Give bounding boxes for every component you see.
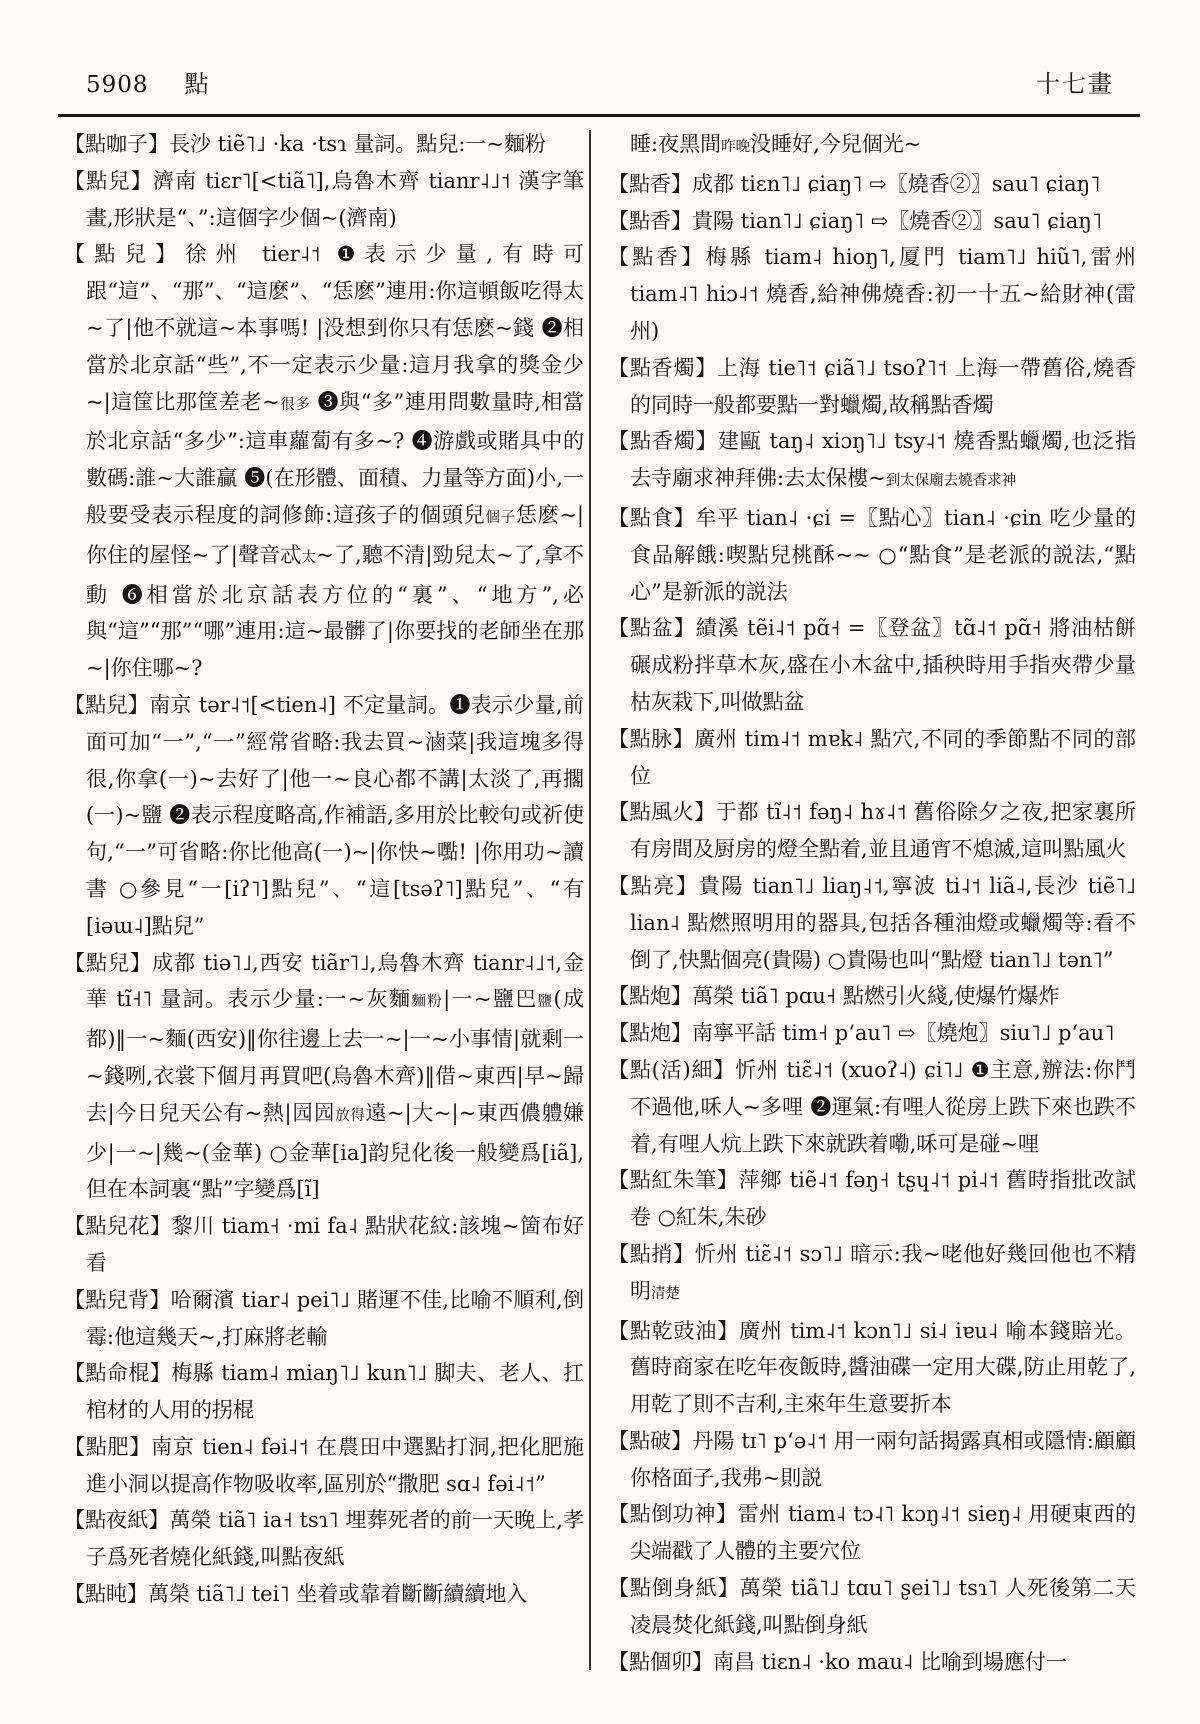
entry-headword: 【點命棍】 (64, 1361, 172, 1386)
gloss-small-text: 個子 (485, 509, 516, 526)
entry-headword: 【點炮】 (608, 984, 692, 1009)
entry-continuation (608, 126, 1136, 166)
entry-text: 没睡好,今兒個光~ (750, 132, 922, 156)
gloss-small-text: 很多 (279, 396, 311, 413)
entry-headword: 【點香燭】 (608, 355, 718, 380)
entry-text: 梅縣 tiam˨ hioŋ˥,厦門 tiam˥˩ hiũ˥,雷州 tiam˨˥ hiɔ˨˦ 燒香,給神佛燒香:初一十五~給財神(雷州) (630, 245, 1137, 343)
entry-text: 丹陽 tɪ˥ pʻə˨˦ 用一兩句話揭露真相或隱情:顧顧你格面子,我弗~則説 (630, 1428, 1137, 1490)
entry-text: 貴陽 tian˥˩ liaŋ˨˦,寧波 ti˨˦ liã˨,長沙 tiẽ˥˩ lian˨ 點燃照明用的器具,包括各種油燈或蠟燭等:看不倒了,快點個亮(貴陽) ○貴陽也叫“點燈 tian˥˩ tən˥” (630, 873, 1136, 972)
entry-text: 萍鄉 tiẽ˨˦ fəŋ˧ tʂɥ˨˦ pi˨˦ 舊時指批改試卷 ○紅朱,朱砂 (630, 1168, 1136, 1230)
guide-word: 點 (184, 70, 210, 98)
dictionary-entry (608, 423, 1136, 500)
entry-text: 濟南 tiɛr˥[<tiã˥],烏魯木齊 tianr˨˩˦ 漢字筆畫,形狀是“、”:這個字少個~(濟南) (86, 168, 585, 230)
entry-headword: 【點炮】 (608, 1021, 692, 1046)
entry-headword: 【點香】 (608, 171, 692, 196)
entry-text: 徐州 tier˨˦ ❶表示少量,有時可跟“這”、“那”、“這麽”、“恁麽”連用:你這頓飯吃得太~了|他不就這~本事嗎! |没想到你只有恁麽~錢 ❷相當於北京話“些”,不一定表示少量:這月我拿的獎金少~|這筐比那筐差老~ (86, 242, 584, 414)
entry-headword: 【點倒功神】 (608, 1502, 738, 1527)
dictionary-entry (64, 687, 584, 945)
entry-text: 睡:夜黑間 (630, 132, 722, 156)
dictionary-entry (608, 1015, 1136, 1052)
entry-text: 萬榮 tiã˥ pɑu˧ 點燃引火綫,使爆竹爆炸 (692, 984, 1060, 1009)
dictionary-entry (608, 610, 1136, 720)
stroke-section: 十七畫 (1036, 70, 1114, 98)
entry-text: 遠~|大~|~東西儂軆嫌少|一~|幾~(金華) ○金華[ia]韵兒化後一般變爲[iã],但在本詞裏“點”字變爲[ĩ] (86, 1100, 585, 1202)
gloss-small-text: 放得 (335, 1107, 366, 1124)
entry-headword: 【點盹】 (64, 1582, 148, 1607)
dictionary-entry (608, 166, 1136, 203)
entry-text: 牟平 tian˨ ·ɕi =〖點心〗tian˨ ·ɕin 吃少量的食品解餓:喫點兒桃酥~~ ○“點食”是老派的説法,“點心”是新派的説法 (630, 505, 1136, 604)
dictionary-entry (608, 500, 1136, 610)
dictionary-entry (608, 794, 1136, 868)
dictionary-entry (608, 350, 1136, 424)
entry-headword: 【點兒】 (64, 950, 152, 975)
entry-text: 南寧平話 tim˧ pʻau˥ ⇨〖燒炮〗siu˥˩ pʻau˥ (692, 1021, 1115, 1046)
entry-text: 萬榮 tiã˥˩ tei˥ 坐着或靠着斷斷續續地入 (148, 1582, 528, 1607)
entry-headword: 【點咖子】 (64, 132, 169, 156)
entry-headword: 【點兒】 (64, 242, 186, 267)
gloss-small-text: 昨晚 (721, 139, 751, 155)
entry-headword: 【點破】 (608, 1428, 693, 1453)
entry-text: 忻州 tiɛ̃˨˦ (xuoʔ˨) ɕi˥˩ ❶主意,辦法:你鬥不過他,咊人~多哩 ❷運氣:有哩人從房上跌下來也跌不着,有哩人炕上跌下來就跌着嘞,咊可是碰~哩 (630, 1057, 1136, 1156)
entry-text: 成都 tiə˥˩,西安 tiãr˥˩,烏魯木齊 tianr˨˩˦,金華 tĩ˧˥ 量詞。表示少量:一~灰麵 (86, 950, 584, 1012)
dictionary-entry (64, 1282, 584, 1356)
entry-text: 于都 tĩ˨˦ fəŋ˨ hɤ˨˦ 舊俗除夕之夜,把家裏所有房間及厨房的燈全點着,並且通宵不熄滅,這叫點風火 (630, 800, 1137, 862)
dictionary-entry (608, 1644, 1136, 1681)
dictionary-entry (608, 1423, 1136, 1497)
entry-headword: 【點兒背】 (64, 1287, 171, 1312)
entry-headword: 【點香】 (608, 208, 692, 233)
entry-headword: 【點脉】 (608, 726, 695, 751)
entry-text: 成都 tiɛn˥˩ ɕiaŋ˥ ⇨〖燒香②〗sau˥ ɕiaŋ˥ (692, 171, 1101, 196)
column-divider (589, 130, 591, 1670)
entry-headword: 【點(活)細】 (608, 1057, 736, 1082)
entry-text: (成都)‖一~麵(西安)‖你往邊上去一~|一~小事情|就剩一~錢咧,衣裳下個月再買吧(烏魯木齊)‖借~東西|早~歸去|今日兒天公有~熱|囥囥 (86, 987, 585, 1125)
dictionary-entry (608, 868, 1136, 978)
entry-text: 上海 tie˥˦ ɕiã˥˩ tsoʔ˥˦ 上海一帶舊俗,燒香的同時一般都要點一對蠟燭,故稱點香燭 (630, 355, 1136, 417)
entry-headword: 【點捎】 (608, 1241, 695, 1266)
entry-text: 忻州 tiɛ̃˨˦ sɔ˥˩ 暗示:我~咾他好幾回他也不精明 (630, 1241, 1136, 1303)
entry-text: 梅縣 tiam˨ miaŋ˥˩ kun˥˩ 脚夫、老人、扛棺材的人用的拐棍 (86, 1361, 584, 1423)
dictionary-entry (64, 1576, 584, 1613)
dictionary-entry (64, 126, 584, 163)
dictionary-entry (64, 1429, 584, 1503)
dictionary-entry (64, 1355, 584, 1429)
entry-headword: 【點兒花】 (64, 1214, 172, 1239)
page-header (86, 64, 1114, 99)
entry-headword: 【點夜紙】 (64, 1508, 170, 1533)
dictionary-entry (608, 721, 1136, 795)
gloss-small-text: 鹽 (537, 994, 554, 1011)
entry-text: |一~鹽巴 (443, 987, 538, 1012)
entry-headword: 【點盆】 (608, 616, 696, 641)
dictionary-entry (608, 1570, 1136, 1644)
entry-text: 南京 tər˨˦[<tien˨] 不定量詞。❶表示少量,前面可加“一”,“一”經常省略:我去買~滷菜|我這塊多得很,你拿(一)~去好了|他一~良心都不講|太淡了,再擱(一)~鹽 ❷表示程度略高,作補語,多用於比較句或祈使句,“一”可省略:你比他高(一)~|你快~嚸! |你用功~讀書 ○參見“一[iʔ˥]點兒”、“這[tsəʔ˥]點兒”、“有[iəɯ˨]點兒” (86, 692, 585, 938)
gloss-small-text: 麵粉 (411, 994, 444, 1011)
gloss-small-text: 到太保廟去燒香求神 (885, 473, 1017, 490)
entry-text: 績溪 tẽi˨˦ pɑ̃˧ =〖登盆〗tɑ̃˨˦ pɑ̃˧ 將油枯餅碾成粉拌草木灰,盛在小木盆中,插秧時用手指夾帶少量枯灰栽下,叫做點盆 (630, 616, 1136, 714)
entry-headword: 【點肥】 (64, 1434, 152, 1459)
dictionary-entry (608, 1496, 1136, 1570)
entry-text: 萬榮 tiã˥˩ tɑu˥ ʂei˥˩ tsɿ˥ 人死後第二天凌晨焚化紙錢,叫點倒身紙 (630, 1576, 1136, 1637)
entry-text: ❸與“多”連用問數量時,相當於北京話“多少”:這車蘿蔔有多~? ❹游戲或賭具中的數碼:誰~大誰贏 ❺(在形體、面積、力量等方面)小,一般要受表示程度的詞修飾:這孩子的個頭兒 (86, 389, 584, 527)
entry-headword: 【點倒身紙】 (608, 1576, 740, 1601)
entry-headword: 【點香】 (608, 245, 706, 270)
entry-text: 雷州 tiam˨ tɔ˨˥ kɔŋ˨˦ sieŋ˨ 用硬東西的尖端戳了人體的主要穴位 (630, 1502, 1137, 1564)
entry-text: 恁麽~|你住的屋怪~了|聲音忒 (86, 502, 584, 567)
dictionary-entry (608, 978, 1136, 1015)
left-column (64, 126, 584, 1613)
entry-headword: 【點風火】 (608, 800, 716, 825)
entry-text: 建甌 taŋ˨ xiɔŋ˥˩ tsy˨˦ 燒香點蠟燭,也泛指去寺廟求神拜佛:去太保樓~ (630, 429, 1137, 491)
gloss-small-text: 太 (301, 549, 317, 566)
right-column (608, 126, 1136, 1680)
entry-text: 長沙 tiẽ˥˩ ·ka ·tsɿ 量詞。點兒:一~麵粉 (169, 132, 546, 156)
entry-text: 廣州 tim˨˦ mɐk˨ 點穴,不同的季節點不同的部位 (630, 726, 1137, 788)
entry-text: 廣州 tim˨˦ kɔn˥˩ si˨ iɐu˨ 喻本錢賠光。舊時商家在吃年夜飯時,醬油碟一定用大碟,防止用乾了,用乾了則不吉利,主來年生意要折本 (630, 1318, 1136, 1417)
entry-headword: 【點兒】 (64, 692, 150, 717)
entry-headword: 【點香燭】 (608, 429, 718, 454)
dictionary-entry (608, 239, 1136, 349)
entry-text: 黎川 tiam˧ ·mi fa˨ 點狀花紋:該塊~箇布好看 (86, 1214, 584, 1275)
entry-headword: 【點紅朱筆】 (608, 1168, 739, 1193)
dictionary-entry (64, 236, 584, 687)
header-rule (58, 114, 1140, 117)
dictionary-entry (64, 945, 584, 1209)
page-number: 5908 (86, 72, 149, 98)
dictionary-entry (608, 1313, 1136, 1423)
dictionary-entry (608, 203, 1136, 240)
entry-text: 南京 tien˨ fəi˨˦ 在農田中選點打洞,把化肥施進小洞以提高作物吸收率,區別於“撒肥 sɑ˨ fəi˨˦” (86, 1434, 585, 1496)
entry-text: 哈爾濱 tiar˨ pei˥˩ 賭運不佳,比喻不順利,倒霉:他這幾天~,打麻將老輸 (86, 1287, 585, 1349)
entry-headword: 【點兒】 (64, 168, 153, 193)
entry-text: 貴陽 tian˥˩ ɕiaŋ˥ ⇨〖燒香②〗sau˥ ɕiaŋ˥ (692, 208, 1103, 233)
entry-text: ~了,聽不清|勁兒太~了,拿不動 ❻相當於北京話表方位的“裏”、“地方”,必與“這”“那”“哪”連用:這~最髒了|你要找的老師坐在那~|你住哪~? (86, 542, 585, 681)
gloss-small-text: 清楚 (651, 1285, 680, 1302)
dictionary-entry (64, 1208, 584, 1282)
entry-headword: 【點個卯】 (608, 1649, 713, 1674)
dictionary-entry (64, 163, 584, 237)
dictionary-entry (64, 1502, 584, 1576)
dictionary-entry (608, 1052, 1136, 1162)
entry-text: 萬榮 tiã˥ ia˧ tsɿ˥ 埋葬死者的前一天晚上,孝子爲死者燒化紙錢,叫點夜紙 (86, 1508, 584, 1570)
entry-text: 南昌 tiɛn˨ ·ko mau˨ 比喻到場應付一 (713, 1649, 1067, 1674)
entry-headword: 【點亮】 (608, 873, 699, 898)
dictionary-entry (608, 1236, 1136, 1313)
entry-headword: 【點乾豉油】 (608, 1318, 740, 1343)
entry-headword: 【點食】 (608, 505, 696, 530)
dictionary-entry (608, 1162, 1136, 1236)
